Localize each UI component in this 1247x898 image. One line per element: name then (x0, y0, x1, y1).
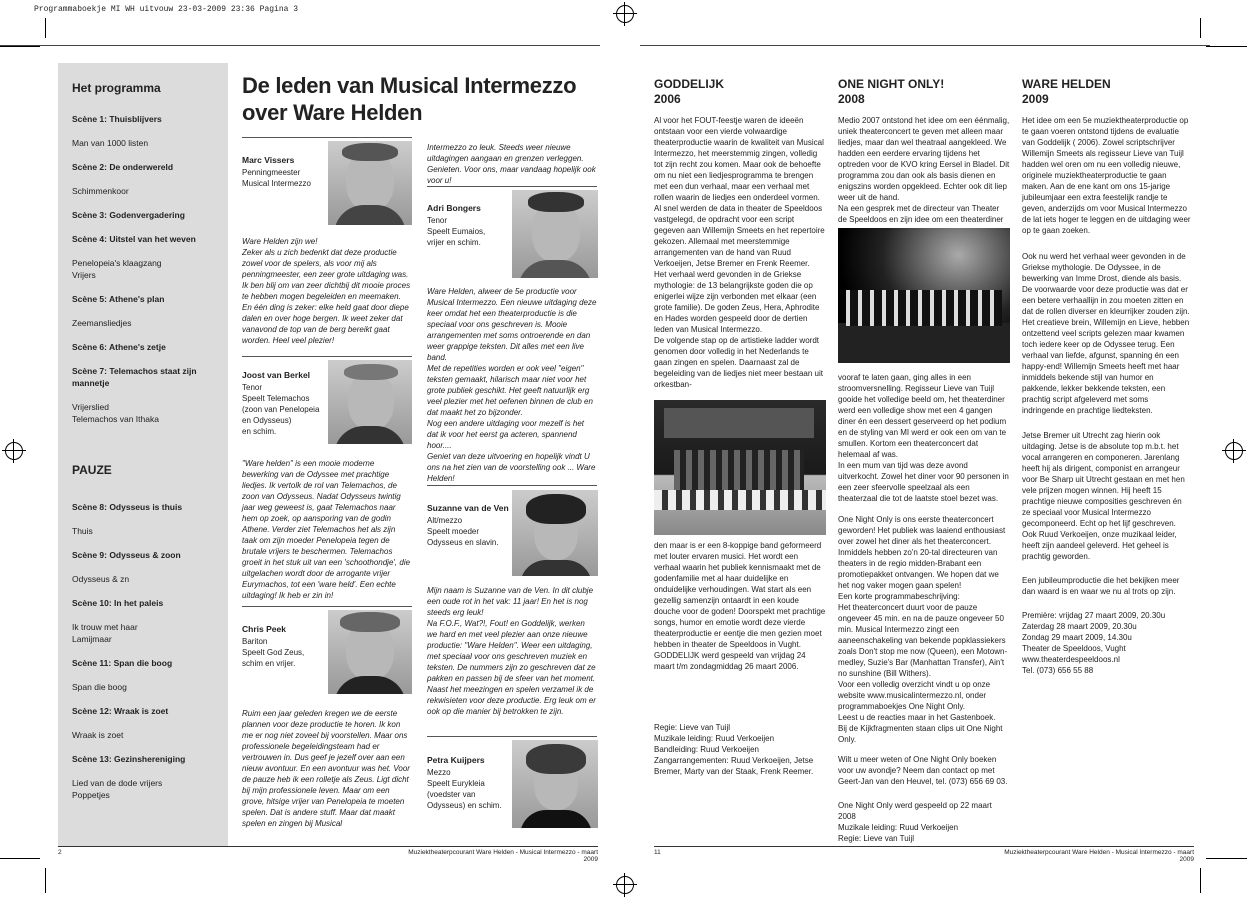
program-song: Thuis (72, 526, 93, 536)
program-song: Lamijmaar (72, 634, 112, 644)
pauze-heading: PAUZE (72, 463, 112, 477)
crop-mark (1206, 858, 1247, 859)
program-song: Zeemansliedjes (72, 318, 132, 328)
member-name: Joost van Berkel (242, 370, 311, 380)
member-role: Tenor Speelt Eumaios, vrijer en schim. (427, 216, 486, 247)
divider (242, 137, 412, 138)
section-title: ONE NIGHT ONLY! 2008 (838, 77, 945, 106)
program-scene: Scène 3: Godenvergadering (72, 210, 185, 220)
stage-photo (654, 400, 826, 535)
section-text: Het idee om een 5e muziektheaterproductie op te gaan voeren ontstond tijdens de evaluatie van Goddelijk ( 2006). Zowel scriptschrijver Willemijn Smeets als regisseur Lieve van Tuijl hadden wel oren om nu een volledig nieuwe, originele muziektheaterproductie te gaan maken. Aan de ene kant om ons 15-jarige jubileumjaar een extra feestelijk randje te geven, anderzijds om voor Musical Intermezzo de lat iets hoger te leggen en de uitdaging weer op te gaan zoeken. (1022, 116, 1191, 235)
program-song: Lied van de dode vrijers (72, 778, 163, 788)
section-text: Medio 2007 ontstond het idee om een éénmalig, uniek theaterconcert te geven met alleen maar liedjes, maar dan wel theatraal aangekleed. We hadden een eerdere ervaring tijdens het optreden voor de KVO kring Eersel in Bladel. Dit programma zou dan ook als basis dienen en enigszins worden opgekleed. Echter ook dit liep weer uit de hand. Na een gesprek met de directeur van Theater de Speeldoos en zijn idee om een theaterdiner (838, 116, 1010, 224)
divider (427, 485, 597, 486)
divider (242, 356, 412, 357)
program-scene: Scène 6: Athene's zetje (72, 342, 166, 352)
page-number: 2 (58, 849, 62, 856)
program-song: Odysseus & zn (72, 574, 130, 584)
program-scene: Scène 11: Span die boog (72, 658, 173, 668)
member-name: Chris Peek (242, 624, 286, 634)
member-quote: Ware Helden, alweer de 5e productie voor Musical Intermezzo. Een nieuwe uitdaging deze keer omdat het een theaterproductie is die speciaal voor ons geschreven is. Mooie arrangementen met soms ontroerende en dan weer grappige teksten. Dit alles met een live band. Met de repetities worden er ook veel "eigen" teksten gemaakt, hilarisch maar niet voor het grote publiek geschikt. Het geeft natuurlijk erg veel plezier met het oefenen binnen de club en dat maakt het zo bijzonder. Nog een andere uitdaging voor mezelf is het dat ik voor het eerst ga acteren, spannend hoor.... Geniet van deze uitvoering en hopelijk vindt U ons na het zien van de voorstelling ook ... Ware Helden! (427, 287, 597, 483)
registration-mark-icon (616, 5, 634, 23)
section-credits: Regie: Lieve van Tuijl Muzikale leiding: Ruud Verkoeijen Bandleiding: Ruud Verkoeijen Zangarrangementen: Ruud Verkoeijen, Jetse Bremer, Marty van der Staak, Frenk Reemer. (654, 723, 814, 776)
article-title-line-2: over Ware Helden (242, 100, 423, 125)
program-song: Telemachos van Ithaka (72, 414, 159, 424)
program-sidebar (58, 63, 228, 846)
member-role: Tenor Speelt Telemachos (zoon van Penelopeia en Odysseus) en schim. (242, 383, 320, 436)
section-title: GODDELIJK 2006 (654, 77, 725, 106)
crop-mark (1200, 868, 1201, 893)
performance-dates: Première: vrijdag 27 maart 2009, 20.30u Zaterdag 28 maart 2009, 20.30u Zondag 29 maart 2009, 14.30u Theater de Speeldoos, Vught www.theaterdespeeldoos.nl Tel. (073) 656 55 88 (1022, 611, 1166, 675)
program-scene: Scène 12: Wraak is zoet (72, 706, 169, 716)
footer-rule (58, 846, 598, 847)
program-title: Het programma (72, 81, 161, 95)
crop-mark (45, 868, 46, 893)
program-scene: Scène 1: Thuisblijvers (72, 114, 162, 124)
registration-mark-icon (1225, 442, 1243, 460)
program-scene: Scène 4: Uitstel van het weven (72, 234, 196, 244)
crop-mark (1200, 18, 1201, 38)
program-scene: Scène 2: De onderwereld (72, 162, 174, 172)
program-scene: Scène 10: In het paleis (72, 598, 164, 608)
program-scene: Scène 13: Gezinshereniging (72, 754, 186, 764)
program-song: Wraak is zoet (72, 730, 124, 740)
page-boundary-line (0, 45, 600, 46)
program-song: Span die boog (72, 682, 127, 692)
member-quote: Ware Helden zijn we! Zeker als u zich bedenkt dat deze productie zowel voor de spelers, als voor mij als penningmeester, een zeer grote uitdaging was. Ik ben blij om van zeer dichtbij dit mooie proces te hebben mogen begeleiden en meemaken. En één ding is zeker: elke held gaat door diepe dalen en over hoge bergen. Ik weet zeker dat vanavond de top van de berg bereikt gaat worden. Heel veel plezier! (242, 237, 411, 345)
member-photo (512, 740, 598, 828)
section-text: vooraf te laten gaan, ging alles in een stroomversnelling. Regisseur Lieve van Tuijl gooide het volledige beeld om, het theaterdiner werd een volledige show met een 4 gangen diner én een dessert geserveerd op het podium en de styling van MI werd er ook een om van te smullen. Kortom een theaterconcert dat helemaal af was. In een mum van tijd was deze avond uitverkocht. Zowel het diner voor 90 personen in een zeer sfeervolle speelzaal als een theaterzaal die tot de laatste stoel bezet was. (838, 373, 1009, 503)
program-song: Man van 1000 listen (72, 138, 149, 148)
program-song: Schimmenkoor (72, 186, 129, 196)
section-text: den maar is er een 8-koppige band geformeerd met louter ervaren musici. Het wordt een verhaal waarin het publiek kennismaakt met de godenfamilie met al haar duidelijke en onduidelijke verhoudingen. Wat start als een gezellig samenzijn ontaardt in een koude douche voor de goden! Doorspekt met prachtige songs, humor en emotie wordt deze vierde theaterproductie er eentje die men gezien moet hebben in theater de Speeldoos in Vught. GODDELIJK werd gespeeld van vrijdag 24 maart t/m zondagmiddag 26 maart 2006. (654, 541, 826, 671)
program-song: Vrijerslied (72, 402, 110, 412)
member-photo (328, 141, 412, 225)
program-scene: mannetje (72, 378, 110, 388)
crop-mark (0, 46, 40, 47)
program-song: Penelopeia's klaagzang (72, 258, 162, 268)
section-text: One Night Only is ons eerste theaterconcert geworden! Het publiek was laaiend enthousiast over zowel het diner als het theaterconcert. Inmiddels hebben zo'n 20-tal directeuren van theaters in de regio midden-Brabant een promotiepakket ontvangen. We hopen dat we het nog vaker mogen gaan spelen! Een korte programmabeschrijving: Het theaterconcert duurt voor de pauze ongeveer 45 min. en na de pauze ongeveer 50 min. Musical Intermezzo zingt een aaneenschakeling van bekende popklassiekers zoals Don't stop me now (Queen), een Motown-medley, Suzie's Bar (Manhattan Transfer), Ain't no sunshine (Bill Withers). Voor een volledig overzicht vindt u op onze website www.musicalintermezzo.nl, onder programmaboekjes One Night Only. Leest u de reacties maar in het Gastenboek. Bij de Kijkfragmenten staan clips uit One Night Only. (838, 515, 1008, 744)
footer-rule (654, 846, 1194, 847)
member-role: Alt/mezzo Speelt moeder Odysseus en slavin. (427, 516, 499, 547)
section-text: Wilt u meer weten of One Night Only boeken voor uw avondje? Neem dan contact op met Geert-Jan van den Heuvel, tel. (073) 656 69 03. (838, 755, 1008, 786)
section-text: Een jubileumproductie die het bekijken meer dan waard is en waar we nu al trots op zijn. (1022, 576, 1180, 596)
section-text: Al voor het FOUT-feestje waren de ideeën ontstaan voor een vierde volwaardige theaterproductie waarin de kwaliteit van Musical Intermezzo, het meerstemmig zingen, volledig tot zijn recht zou komen. Maar ook de behoefte om nu niet een liedjesprogramma te brengen met een dun verhaal, maar een verhaal met rollen waarin de liedjes een onderdeel vormen. Al snel werden de data in theater de Speeldoos vastgelegd, de opdracht voor een script gegeven aan Willemijn Smeets en het repertoire gekozen. Allemaal met meerstemmige arrangementen van de hand van Ruud Verkoeijen, Jetse Bremer en Frenk Reemer. Het verhaal werd gevonden in de Griekse mythologie: de 13 belangrijkste goden die op enigerlei wijze zijn verbonden met elkaar (een grote familie). De goden Zeus, Hera, Aphrodite en Hades worden gespeeld door de dertien leden van Musical Intermezzo. De volgende stap op de artistieke ladder wordt genomen door volledig in het Nederlands te gaan zingen en spelen. Daarnaast zal de begeleiding van de liedjes niet meer bestaan uit orkestban- (654, 116, 825, 389)
crop-mark (1206, 46, 1247, 47)
member-name: Adri Bongers (427, 203, 481, 213)
member-photo (328, 610, 412, 694)
footer-text: Muziektheaterpcourant Ware Helden - Musical Intermezzo - maart 2009 (1004, 849, 1194, 863)
concert-photo (838, 228, 1010, 363)
divider (427, 186, 597, 187)
divider (242, 606, 412, 607)
crop-mark (45, 18, 46, 38)
member-photo (512, 490, 598, 576)
footer-text: Muziektheaterpcourant Ware Helden - Musical Intermezzo - maart 2009 (408, 849, 598, 863)
page-boundary-line (640, 45, 1210, 46)
crop-mark (0, 858, 40, 859)
program-scene: Scène 7: Telemachos staat zijn (72, 366, 197, 376)
program-scene: Scène 9: Odysseus & zoon (72, 550, 181, 560)
member-quote: "Ware helden" is een mooie moderne bewerking van de Odyssee met prachtige liedjes. Ik vertolk de rol van Telemachos, de zoon van Odysseus. Nadat Odysseus twintig jaar weg geweest is, gaat Telemachos naar hem op zoek, op aansporing van de godin Athene. Verder ziet Telemachos het als zijn taak om zijn moeder Penelopeia tegen de brutale vrijers te beschermen. Telemachos groeit in het stuk uit van een 'schoothondje', die uitgelachen wordt door de arrogante vrijer Eurymachos, tot een 'ware held'. Een echte uitdaging! Ik heb er zin in! (242, 459, 411, 600)
member-name: Petra Kuijpers (427, 755, 485, 765)
section-text: Jetse Bremer uit Utrecht zag hierin ook uitdaging. Jetse is de absolute top m.b.t. het vocal arrangeren en componeren. Jarenlang heeft hij als dirigent, componist en arrangeur voor Be Sharp uit Utrecht gestaan en met hen vele prijzen mogen winnen. Hij heeft 15 prachtige nieuwe composities geschreven én ze speciaal voor Musical Intermezzo gecomponeerd. Echt op het lijf geschreven. Ook Ruud Verkoeijen, onze muzikaal leider, heeft zijn aandeel geleverd. Het geheel is prachtig geworden. (1022, 431, 1185, 561)
registration-mark-icon (5, 442, 23, 460)
member-photo (328, 360, 412, 444)
member-quote: Ruim een jaar geleden kregen we de eerste plannen voor deze productie te horen. Ik kon me er nog niet zoveel bij voorstellen. Maar ons professionele begeleidingsteam had er vertrouwen in. Dus geef je jezelf over aan een nieuw avontuur. En een avontuur was het. Voor de pauze heb ik een rolletje als Zeus. Ligt dicht bij mijn professionele leven. Maar om een grove, hitsige vrijer van Penelopeia te moeten spelen. Dat is andere stuff. Maar dat maakt spelen en zingen bij Musical (242, 709, 410, 828)
divider (427, 736, 597, 737)
member-quote: Mijn naam is Suzanne van de Ven. In dit clubje een oude rot in het vak: 11 jaar! En het is nog steeds erg leuk! Na F.O.F., Wat?!, Fout! en Goddelijk, werken we hard en met veel plezier aan onze nieuwe productie: "Ware Helden". Weer een uitdaging, met speciaal voor ons geschreven muziek en teksten. De nummers zijn zo geschreven dat ze pakken en passen bij de sfeer van het moment. Naast het meezingen en spelen verzamel ik de rekwisieten voor deze productie. Erg leuk om er ook op die manier bij betrokken te zijn. (427, 586, 596, 716)
member-role: Penningmeester Musical Intermezzo (242, 168, 311, 188)
member-photo (512, 190, 598, 278)
program-scene: Scène 5: Athene's plan (72, 294, 165, 304)
section-text: One Night Only werd gespeeld op 22 maart 2008 Muzikale leiding: Ruud Verkoeijen Regie: Lieve van Tuijl (838, 801, 992, 843)
member-name: Marc Vissers (242, 155, 295, 165)
section-title: WARE HELDEN 2009 (1022, 77, 1111, 106)
print-slug: Programmaboekje MI WH uitvouw 23-03-2009 23:36 Pagina 3 (34, 5, 299, 14)
continued-quote: Intermezzo zo leuk. Steeds weer nieuwe uitdagingen aangaan en grenzen verleggen. Genieten. Voor ons, maar vandaag hopelijk ook voor u! (427, 143, 596, 185)
program-song: Ik trouw met haar (72, 622, 138, 632)
member-name: Suzanne van de Ven (427, 503, 509, 513)
registration-mark-icon (616, 876, 634, 894)
member-role: Bariton Speelt God Zeus, schim en vrijer. (242, 637, 305, 668)
program-song: Vrijers (72, 270, 96, 280)
program-scene: Scène 8: Odysseus is thuis (72, 502, 183, 512)
section-text: Ook nu werd het verhaal weer gevonden in de Griekse mythologie. De Odyssee, in de bewerking van Imme Drost, diende als basis. De voorwaarde voor deze productie was dat er een betere verhaallijn in zou moeten zitten en dat de rollen diverser en kleurrijker zouden zijn. Het creatieve brein, Willemijn en Lieve, hebben ontzettend veel scripts gelezen maar kwamen toch iedere keer op de Odyssee terug. Een verhaal van liefde, afgunst, spanning én een happy-end! Willemijn Smeets heeft met haar inmiddels bekende stijl van humor en pakkende, lekker bekkende teksten, een prachtig script afgeleverd met soms indringende en prachtige liedteksten. (1022, 252, 1190, 415)
page-number: 11 (654, 849, 661, 856)
article-title-line-1: De leden van Musical Intermezzo (242, 73, 577, 98)
article-title (242, 72, 576, 126)
program-song: Poppetjes (72, 790, 110, 800)
member-role: Mezzo Speelt Eurykleia (voedster van Odysseus) en schim. (427, 768, 502, 810)
